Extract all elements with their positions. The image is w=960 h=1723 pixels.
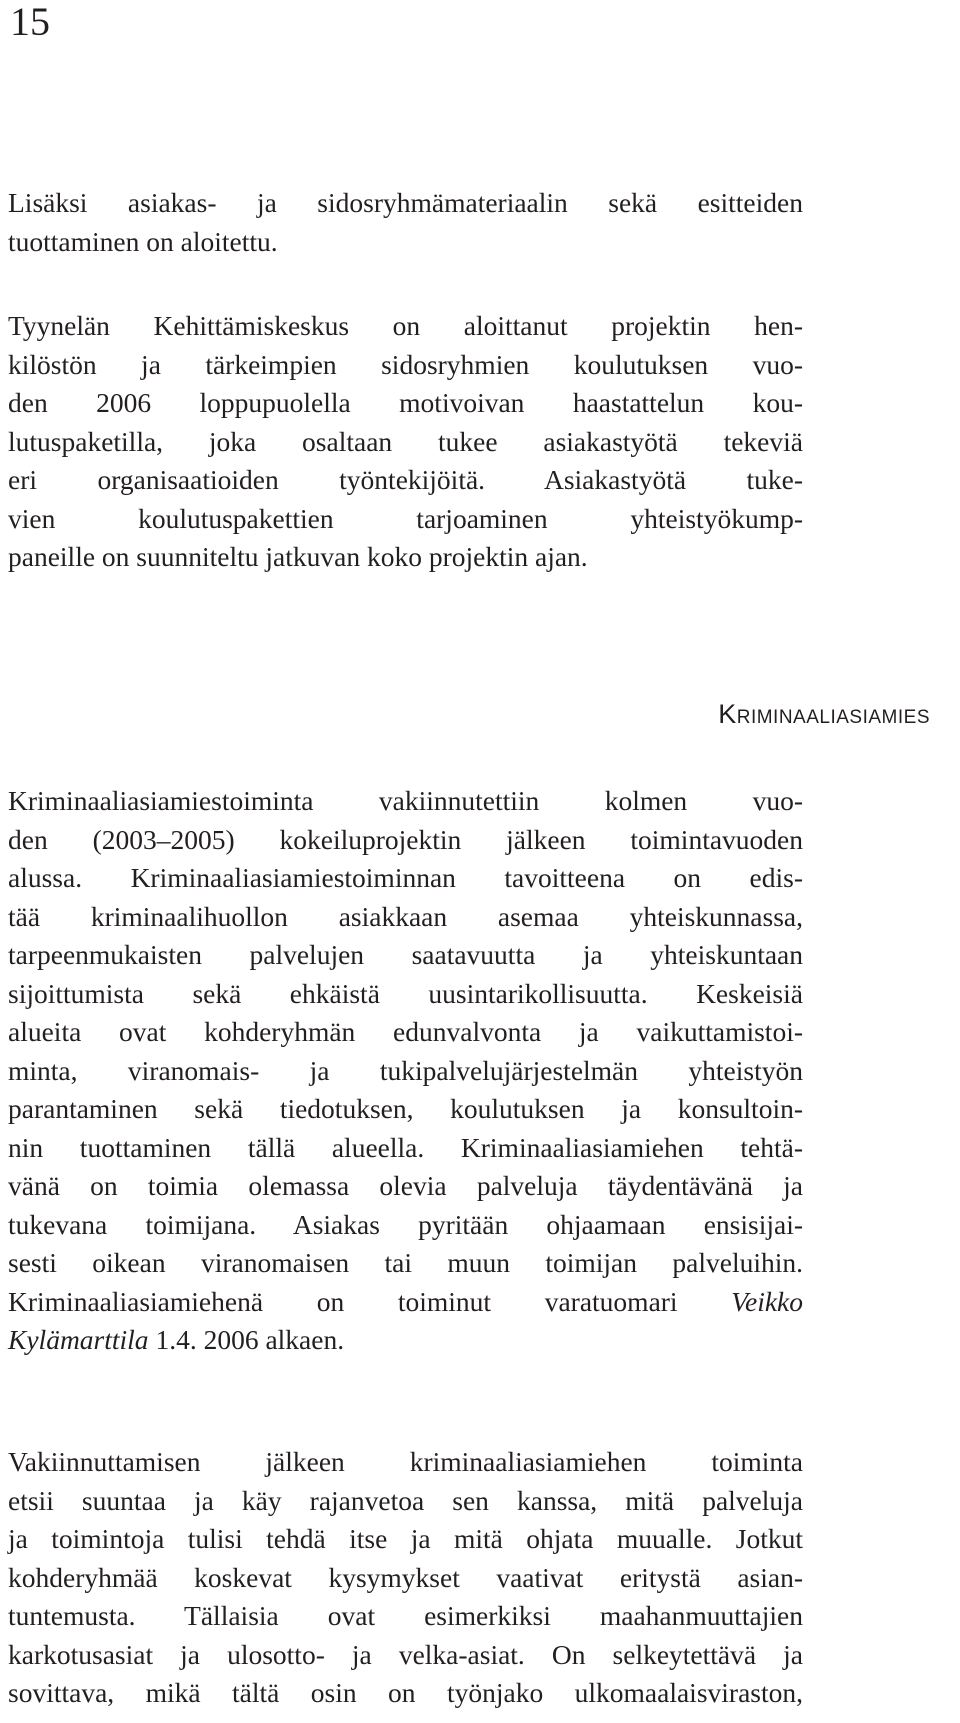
- text-line-with-name: [8, 1283, 803, 1322]
- text-line-start: Kriminaaliasiamiehenä on toiminut varatuomari: [8, 1285, 678, 1317]
- text-line: tarpeenmukaisten palvelujen saatavuutta ja yhteiskuntaan: [8, 939, 803, 970]
- text-line: Tyynelän Kehittämiskeskus on aloittanut projektin hen-: [8, 310, 803, 341]
- text-line: lutuspaketilla, joka osaltaan tukee asiakastyötä tekeviä: [8, 425, 803, 457]
- text-line: minta, viranomais- ja tukipalvelujärjestelmän yhteistyön: [8, 1054, 803, 1086]
- text-line: ja toimintoja tulisi tehdä itse ja mitä ohjata muualle. Jotkut: [8, 1523, 803, 1554]
- text-line: tää kriminaalihuollon asiakkaan asemaa yhteiskunnassa,: [8, 900, 803, 932]
- paragraph-materials: [8, 184, 803, 261]
- text-line: sijoittumista sekä ehkäistä uusintarikollisuutta. Keskeisiä: [8, 977, 803, 1009]
- person-first-name: Veikko: [731, 1285, 804, 1317]
- text-line: alussa. Kriminaaliasiamiestoiminnan tavoitteena on edis-: [8, 862, 803, 893]
- text-line: vänä on toimia olemassa olevia palveluja täydentävänä ja: [8, 1170, 803, 1201]
- text-line: Vakiinnuttamisen jälkeen kriminaaliasiamiehen toiminta: [8, 1446, 803, 1477]
- section-heading: Kriminaaliasiamies: [718, 699, 930, 729]
- text-line: den 2006 loppupuolella motivoivan haastattelun kou-: [8, 387, 803, 418]
- text-line: tuntemusta. Tällaisia ovat esimerkiksi maahanmuuttajien: [8, 1600, 803, 1631]
- text-line: parantaminen sekä tiedotuksen, koulutuksen ja konsultoin-: [8, 1093, 803, 1124]
- page-number: 15: [10, 0, 50, 44]
- paragraph-criminal-ombudsman: [8, 782, 803, 1360]
- paragraph-after-establishment: [8, 1443, 803, 1713]
- text-line: tukevana toimijana. Asiakas pyritään ohjaamaan ensisijai-: [8, 1208, 803, 1240]
- text-line: alueita ovat kohderyhmän edunvalvonta ja vaikuttamistoi-: [8, 1016, 803, 1047]
- paragraph-training: [8, 307, 803, 577]
- text-line: den (2003–2005) kokeiluprojektin jälkeen toimintavuoden: [8, 823, 803, 855]
- text-line: vien koulutuspakettien tarjoaminen yhteistyökump-: [8, 502, 803, 534]
- text-line: etsii suuntaa ja käy rajanvetoa sen kanssa, mitä palveluja: [8, 1484, 803, 1516]
- text-line: sesti oikean viranomaisen tai muun toimijan palveluihin.: [8, 1247, 803, 1278]
- text-line: Lisäksi asiakas- ja sidosryhmämateriaalin sekä esitteiden: [8, 187, 803, 218]
- text-line: karkotusasiat ja ulosotto- ja velka-asiat. On selkeytettävä ja: [8, 1638, 803, 1670]
- text-line-with-date: [8, 1321, 803, 1360]
- text-line: sovittava, mikä tältä osin on työnjako ulkomaalaisviraston,: [8, 1677, 803, 1708]
- text-line: nin tuottaminen tällä alueella. Kriminaaliasiamiehen tehtä-: [8, 1131, 803, 1163]
- start-date-text: 1.4. 2006 alkaen.: [148, 1324, 345, 1355]
- text-line: paneille on suunniteltu jatkuvan koko projektin ajan.: [8, 541, 588, 572]
- text-line: Kriminaaliasiamiestoiminta vakiinnutettiin kolmen vuo-: [8, 785, 803, 816]
- text-line: kohderyhmää koskevat kysymykset vaativat eritystä asian-: [8, 1561, 803, 1593]
- person-last-name: Kylämarttila: [8, 1324, 149, 1355]
- text-line: kilöstön ja tärkeimpien sidosryhmien koulutuksen vuo-: [8, 348, 803, 380]
- text-line: tuottaminen on aloitettu.: [8, 225, 278, 257]
- text-line: eri organisaatioiden työntekijöitä. Asiakastyötä tuke-: [8, 464, 803, 495]
